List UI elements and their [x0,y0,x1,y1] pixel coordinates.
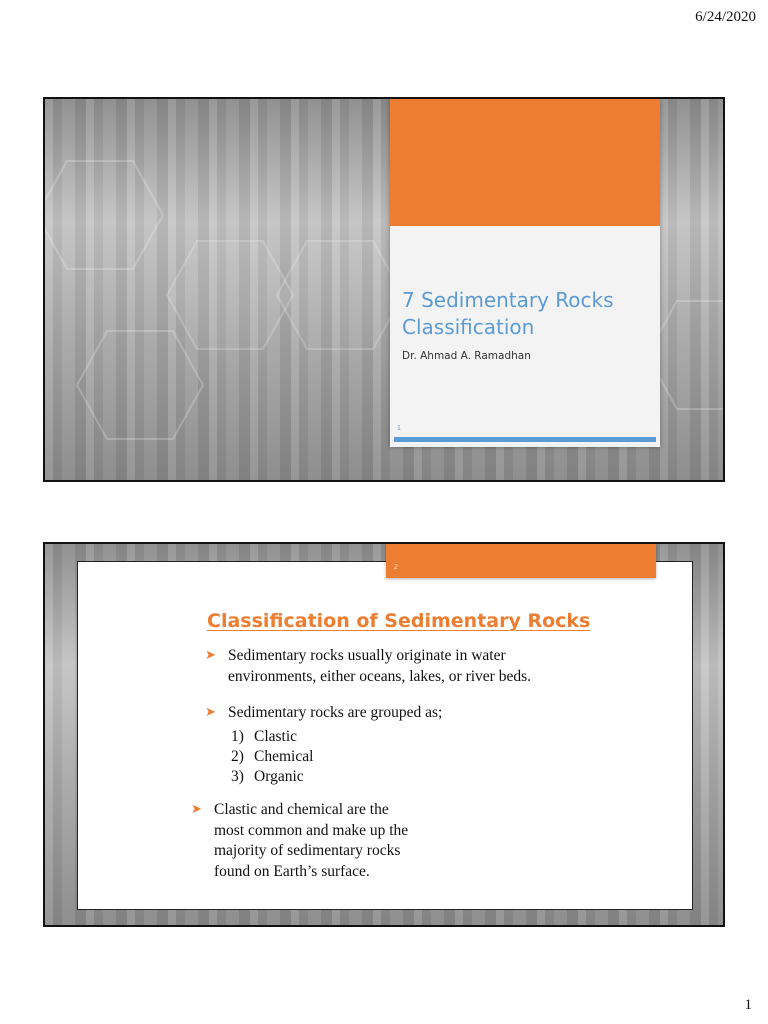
bullet-arrow-icon: ➤ [191,802,202,817]
title-card [390,99,660,447]
hexagon-pattern [75,329,205,441]
slide-content-box [77,561,693,910]
orange-header-tab [386,544,656,578]
bullet-text [191,800,441,882]
bullet-line: Sedimentary rocks usually originate in water [228,647,506,664]
slide-heading: Classification of Sedimentary Rocks [207,610,591,632]
bullet-line: environments, either oceans, lakes, or river beds. [228,667,532,685]
bullet-text [205,646,585,687]
list-number: 1) [231,728,244,745]
date-header: 6/24/2020 [695,9,756,25]
slide-2-thumbnail [43,542,725,927]
orange-header-block [390,99,660,226]
slide-title [402,287,652,341]
list-item [231,747,313,767]
bullet-line: Sedimentary rocks are grouped as; [228,704,443,721]
bullet-arrow-icon: ➤ [205,705,216,720]
slide-1-thumbnail [43,97,725,482]
slide-title-line: Classification [402,315,535,339]
list-item [231,767,313,787]
hexagon-pattern [275,239,405,351]
list-label: Organic [254,768,304,785]
list-number: 2) [231,748,244,765]
rock-group-list [231,727,313,787]
bullet-line: most common and make up the [214,821,409,839]
bullet-arrow-icon: ➤ [205,648,216,663]
blue-accent-bar [394,437,656,442]
slide-title-line: 7 Sedimentary Rocks [402,288,614,312]
bullet-line: Clastic and chemical are the [214,801,389,818]
bullet-text [205,703,585,724]
list-label: Chemical [254,748,314,765]
hexagon-pattern [43,159,165,271]
slide-number: 2 [394,564,398,571]
bullet-item [205,703,585,724]
bullet-item [205,646,585,687]
slide-number: 1 [397,425,401,432]
list-item [231,727,313,747]
bullet-line: majority of sedimentary rocks [214,842,401,859]
list-label: Clastic [254,728,298,745]
list-number: 3) [231,768,244,785]
page-number: 1 [744,997,752,1013]
author-name: Dr. Ahmad A. Ramadhan [402,350,531,362]
bullet-item [191,800,441,882]
bullet-line: found on Earth’s surface. [214,862,370,880]
